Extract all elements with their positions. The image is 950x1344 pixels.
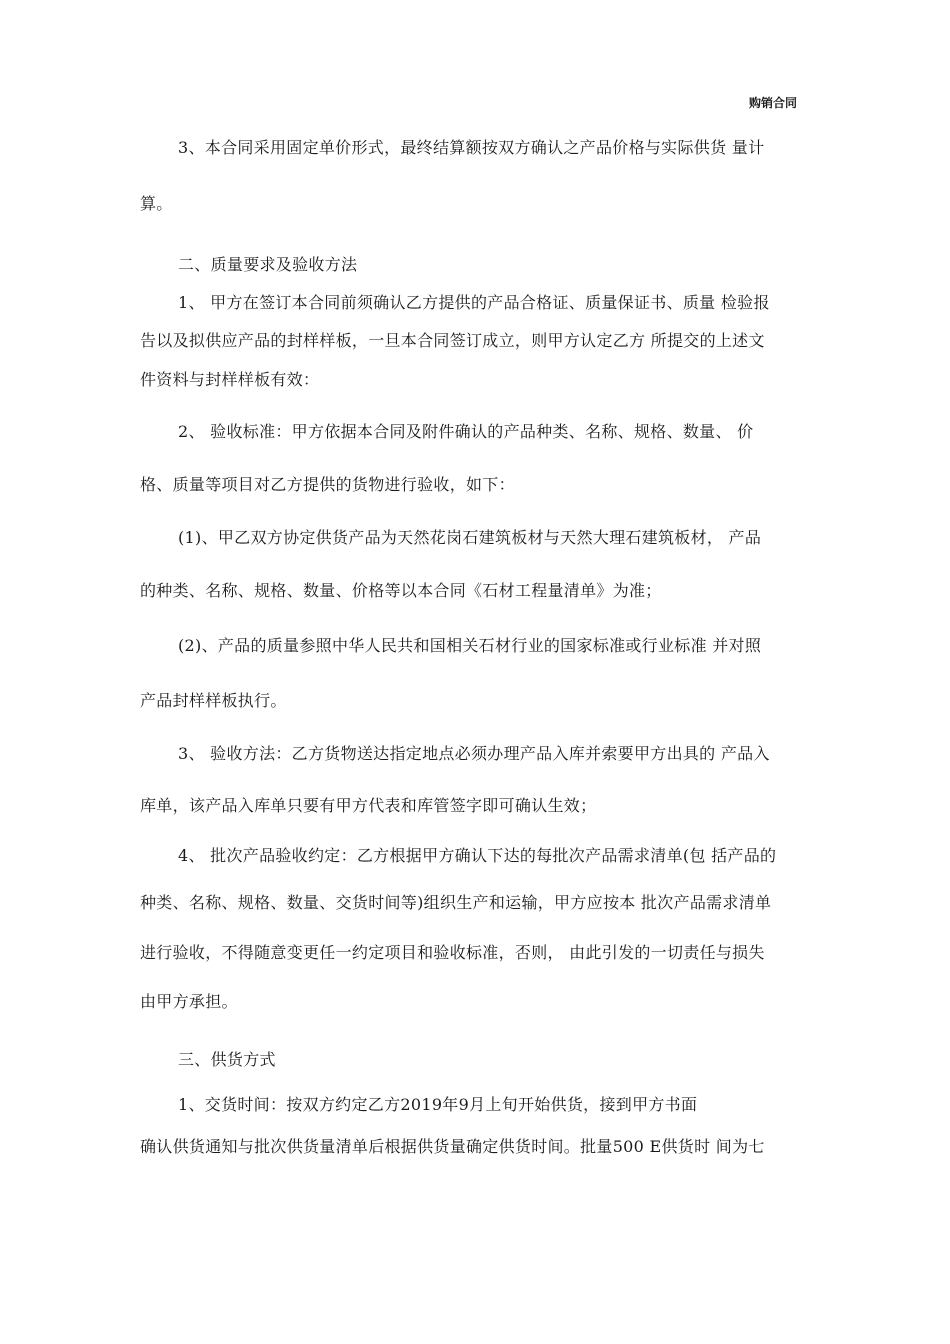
clause-3-line-2: 算。: [140, 194, 173, 213]
clause-3-line-1: 3、本合同采用固定单价形式，最终结算额按双方确认之产品价格与实际供货 量计: [178, 138, 765, 157]
s3-clause-1-line-1: 1、交货时间：按双方约定乙方2019年9月上旬开始供货，接到甲方书面: [178, 1095, 698, 1114]
s2-clause-1-line-3: 件资料与封样样板有效：: [140, 370, 320, 389]
s2-clause-3-line-2: 库单，该产品入库单只要有甲方代表和库管签字即可确认生效；: [140, 796, 597, 815]
s2-clause-1-line-1: 1、 甲方在签订本合同前须确认乙方提供的产品合格证、质量保证书、质量 检验报: [178, 293, 770, 312]
s2-item-2-line-2: 产品封样样板执行。: [140, 691, 287, 710]
s3-clause-1-line-2: 确认供货通知与批次供货量清单后根据供货量确定供货时间。批量500 E供货时 间为七: [140, 1137, 765, 1156]
s2-clause-1-line-2: 告以及拟供应产品的封样样板，一旦本合同签订成立，则甲方认定乙方 所提交的上述文: [140, 331, 765, 350]
s2-clause-2-line-2: 格、质量等项目对乙方提供的货物进行验收，如下：: [140, 475, 515, 494]
s2-clause-4-line-3: 进行验收，不得随意变更任一约定项目和验收标准，否则， 由此引发的一切责任与损失: [140, 943, 765, 962]
section-3-heading: 三、供货方式: [178, 1050, 276, 1069]
s2-clause-2-line-1: 2、 验收标准：甲方依据本合同及附件确认的产品种类、名称、规格、数量、 价: [178, 422, 754, 441]
s2-item-1-line-2: 的种类、名称、规格、数量、价格等以本合同《石材工程量清单》为准；: [140, 581, 662, 600]
s2-clause-3-line-1: 3、 验收方法：乙方货物送达指定地点必须办理产品入库并索要甲方出具的 产品入: [178, 744, 770, 763]
s2-item-2-line-1: (2)、产品的质量参照中华人民共和国相关石材行业的国家标准或行业标准 并对照: [178, 636, 762, 655]
s2-clause-4-line-2: 种类、名称、规格、数量、交货时间等)组织生产和运输，甲方应按本 批次产品需求清单: [140, 893, 772, 912]
document-header: 购销合同: [749, 96, 798, 110]
s2-clause-4-line-1: 4、 批次产品验收约定：乙方根据甲方确认下达的每批次产品需求清单(包 括产品的: [178, 846, 777, 865]
s2-item-1-line-1: (1)、甲乙双方协定供货产品为天然花岗石建筑板材与天然大理石建筑板材， 产品: [178, 528, 762, 547]
section-2-heading: 二、质量要求及验收方法: [178, 255, 358, 274]
s2-clause-4-line-4: 由甲方承担。: [140, 992, 238, 1011]
